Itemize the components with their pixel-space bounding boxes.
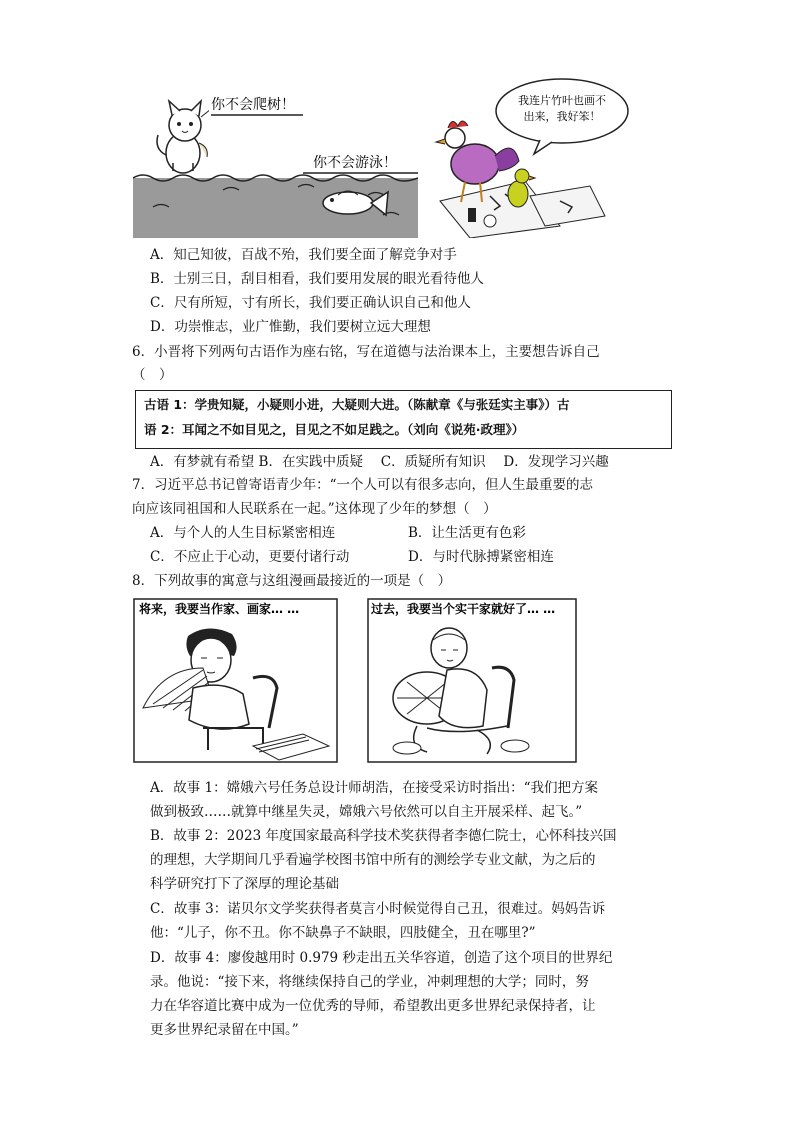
q8-option-b-line-3: 科学研究打下了深厚的理论基础: [150, 876, 339, 892]
q8-option-c-line-1: C．故事 3：诺贝尔文学奖获得者莫言小时候觉得自己丑，很难过。妈妈告诉: [150, 901, 606, 917]
q5-option-d: D．功崇惟志，业广惟勤，我们要树立远大理想: [150, 319, 431, 335]
q8-stem: 8．下列故事的寓意与这组漫画最接近的一项是（ ）: [132, 573, 452, 589]
cat-fish-cartoon: [133, 85, 418, 240]
q8-comic-right: [367, 598, 577, 763]
q7-option-a: A．与个人的人生目标紧密相连: [150, 525, 336, 541]
q8-option-a-line-1: A．故事 1：嫦娥六号任务总设计师胡浩，在接受采访时指出：“我们把方案: [150, 780, 599, 796]
q5-option-a: A．知己知彼，百战不殆，我们要全面了解竞争对手: [150, 247, 457, 263]
q7-stem-line-1: 7．习近平总书记曾寄语青少年：“一个人可以有很多志向，但人生最重要的志: [132, 477, 593, 493]
cat-figure: [157, 101, 207, 173]
q8-comic-left: [133, 598, 338, 763]
q6-quote-line-1: 古语 1：学贵知疑，小疑则小进，大疑则大进。（陈献章《与张廷实主事》）古: [144, 397, 570, 412]
q6-stem-line-2: （ ）: [132, 367, 173, 383]
q7-option-d: D．与时代脉搏紧密相连: [408, 549, 554, 565]
q8-option-c-line-2: 他：“儿子，你不丑。你不缺鼻子不缺眼，四肢健全，丑在哪里?”: [150, 925, 536, 941]
q6-options: A．有梦就有希望 B．在实践中质疑 C．质疑所有知识 D．发现学习兴趣: [150, 454, 609, 470]
q8-option-d-line-4: 更多世界纪录留在中国。”: [150, 1022, 299, 1038]
q8-panel-left-caption: 将来，我要当作家、画家… …: [139, 602, 300, 616]
q6-quote-line-2: 语 2：耳闻之不如目见之，目见之不如足践之。（刘向《说苑·政理》）: [144, 422, 525, 437]
q7-option-b: B．让生活更有色彩: [408, 525, 526, 541]
cat-speech: 你不会爬树！: [211, 97, 295, 113]
rooster-speech-line-2: 出来，我好笨！: [523, 110, 601, 123]
q8-option-d-line-3: 力在华容道比赛中成为一位优秀的导师，希望教出更多世界纪录保持者，让: [150, 998, 596, 1014]
rooster-chick-cartoon: [430, 76, 635, 238]
q5-option-b: B．士别三日，刮目相看，我们要用发展的眼光看待他人: [150, 271, 484, 287]
q6-stem-line-1: 6．小晋将下列两句古语作为座右铭，写在道德与法治课本上，主要想告诉自己: [132, 344, 600, 360]
q8-panel-right-caption: 过去，我要当个实干家就好了… …: [371, 602, 556, 616]
rooster-speech-line-1: 我连片竹叶也画不: [518, 94, 606, 107]
q8-option-b-line-2: 的理想，大学期间几乎看遍学校图书馆中所有的测绘学专业文献，为之后的: [150, 852, 596, 868]
q8-option-d-line-2: 录。他说：“接下来，将继续保持自己的学业，冲刺理想的大学；同时，努: [150, 974, 589, 990]
q8-option-b-line-1: B．故事 2：2023 年度国家最高科学技术奖获得者李德仁院士，心怀科技兴国: [150, 828, 617, 844]
q8-option-a-line-2: 做到极致……就算中继星失灵，嫦娥六号依然可以自主开展采样、起飞。”: [150, 804, 583, 820]
q5-option-c: C．尺有所短，寸有所长，我们要正确认识自己和他人: [150, 295, 471, 311]
q8-option-d-line-1: D．故事 4：廖俊越用时 0.979 秒走出五关华容道，创造了这个项目的世界纪: [150, 950, 613, 966]
q7-stem-line-2: 向应该同祖国和人民联系在一起。”这体现了少年的梦想（ ）: [132, 501, 497, 517]
q7-option-c: C．不应止于心动，更要付诸行动: [150, 549, 350, 565]
fish-speech: 你不会游泳！: [313, 155, 397, 171]
